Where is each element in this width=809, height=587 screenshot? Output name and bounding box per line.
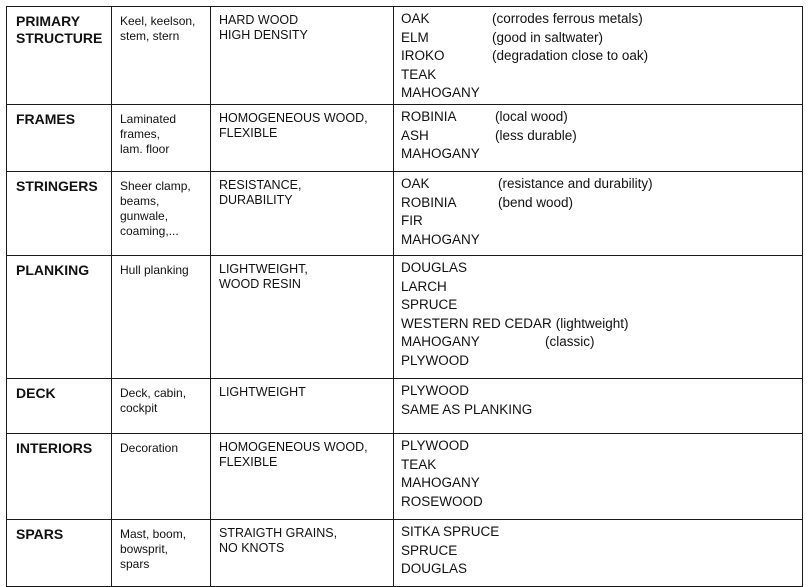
woods-cell	[394, 172, 803, 256]
table-row	[7, 379, 803, 434]
wood-entry	[401, 296, 802, 315]
woods-cell	[394, 256, 803, 379]
properties-cell: LIGHTWEIGHT	[211, 379, 394, 434]
properties-cell: STRAIGTH GRAINS, NO KNOTS	[211, 520, 394, 587]
wood-entry	[401, 108, 802, 127]
woods-cell	[394, 434, 803, 520]
wood-entry	[401, 66, 802, 85]
wood-name: ROSEWOOD	[401, 493, 483, 509]
wood-entry	[401, 493, 802, 512]
wood-name: SAME AS PLANKING	[401, 401, 533, 417]
components-cell: Hull planking	[112, 256, 211, 379]
category-cell: INTERIORS	[7, 434, 112, 520]
properties-cell: RESISTANCE, DURABILITY	[211, 172, 394, 256]
wood-name: ROBINIA	[401, 109, 457, 124]
wood-name: MAHOGANY	[401, 85, 480, 101]
table-row	[7, 172, 803, 256]
woods-cell	[394, 379, 803, 434]
woods-cell	[394, 520, 803, 587]
wood-entry	[401, 352, 802, 371]
wood-name: MAHOGANY	[401, 334, 480, 350]
wood-entry	[401, 315, 802, 334]
properties-cell: HOMOGENEOUS WOOD, FLEXIBLE	[211, 105, 394, 172]
table-row	[7, 105, 803, 172]
woods-cell	[394, 105, 803, 172]
wood-entry	[401, 437, 802, 456]
wood-entry	[401, 474, 802, 493]
wood-note: (good in saltwater)	[492, 29, 604, 45]
wood-entry	[401, 212, 802, 231]
table-row	[7, 7, 803, 105]
wood-note: (bend wood)	[498, 194, 574, 210]
wood-entry	[401, 401, 802, 420]
wood-name: TEAK	[401, 66, 437, 82]
wood-selection-table	[6, 6, 803, 587]
wood-entry	[401, 10, 802, 29]
wood-name: MAHOGANY	[401, 475, 480, 491]
wood-name: SPRUCE	[401, 297, 458, 313]
wood-entry	[401, 145, 802, 164]
wood-note: (resistance and durability)	[498, 176, 653, 191]
wood-entry	[401, 560, 802, 579]
wood-entry	[401, 29, 802, 48]
wood-name: MAHOGANY	[401, 146, 480, 162]
table-row	[7, 434, 803, 520]
category-cell: DECK	[7, 379, 112, 434]
wood-entry	[401, 47, 802, 66]
wood-name: IROKO	[401, 48, 445, 64]
wood-note: (classic)	[545, 334, 595, 350]
components-cell: Sheer clamp, beams, gunwale, coaming,...	[112, 172, 211, 256]
category-cell: PLANKING	[7, 256, 112, 379]
wood-entry	[401, 523, 802, 542]
wood-entry	[401, 175, 802, 194]
wood-name: OAK	[401, 176, 430, 191]
category-cell: STRINGERS	[7, 172, 112, 256]
wood-name: PLYWOOD	[401, 438, 470, 453]
wood-entry	[401, 278, 802, 297]
wood-note: (local wood)	[495, 109, 568, 124]
components-cell: Keel, keelson, stem, stern	[112, 7, 211, 105]
wood-entry	[401, 259, 802, 278]
wood-note: (less durable)	[495, 127, 577, 143]
wood-note: (lightweight)	[555, 315, 629, 331]
woods-cell	[394, 7, 803, 105]
wood-name: FIR	[401, 213, 423, 229]
category-cell: SPARS	[7, 520, 112, 587]
wood-entry	[401, 333, 802, 352]
wood-name: DOUGLAS	[401, 260, 468, 275]
wood-entry	[401, 127, 802, 146]
wood-note: (corrodes ferrous metals)	[492, 11, 643, 26]
components-cell: Laminated frames, lam. floor	[112, 105, 211, 172]
wood-entry	[401, 194, 802, 213]
table-row	[7, 520, 803, 587]
wood-name: SPRUCE	[401, 542, 458, 558]
components-cell: Decoration	[112, 434, 211, 520]
wood-name: ASH	[401, 127, 429, 143]
table-body	[7, 7, 803, 587]
components-cell: Mast, boom, bowsprit, spars	[112, 520, 211, 587]
wood-name: DOUGLAS	[401, 561, 468, 577]
properties-cell: HOMOGENEOUS WOOD, FLEXIBLE	[211, 434, 394, 520]
wood-name: SITKA SPRUCE	[401, 524, 500, 539]
wood-name: ROBINIA	[401, 194, 457, 210]
properties-cell: HARD WOOD HIGH DENSITY	[211, 7, 394, 105]
wood-name: TEAK	[401, 456, 437, 472]
wood-note: (degradation close to oak)	[492, 48, 649, 64]
wood-name: OAK	[401, 11, 430, 26]
wood-name: WESTERN RED CEDAR	[401, 315, 552, 331]
category-cell: FRAMES	[7, 105, 112, 172]
category-cell: PRIMARY STRUCTURE	[7, 7, 112, 105]
wood-entry	[401, 231, 802, 250]
components-cell: Deck, cabin, cockpit	[112, 379, 211, 434]
wood-name: LARCH	[401, 278, 447, 294]
wood-name: PLYWOOD	[401, 352, 470, 368]
table-row	[7, 256, 803, 379]
wood-name: PLYWOOD	[401, 383, 470, 398]
wood-entry	[401, 382, 802, 401]
wood-entry	[401, 456, 802, 475]
wood-name: MAHOGANY	[401, 231, 480, 247]
wood-entry	[401, 542, 802, 561]
properties-cell: LIGHTWEIGHT, WOOD RESIN	[211, 256, 394, 379]
wood-entry	[401, 84, 802, 103]
wood-name: ELM	[401, 29, 429, 45]
